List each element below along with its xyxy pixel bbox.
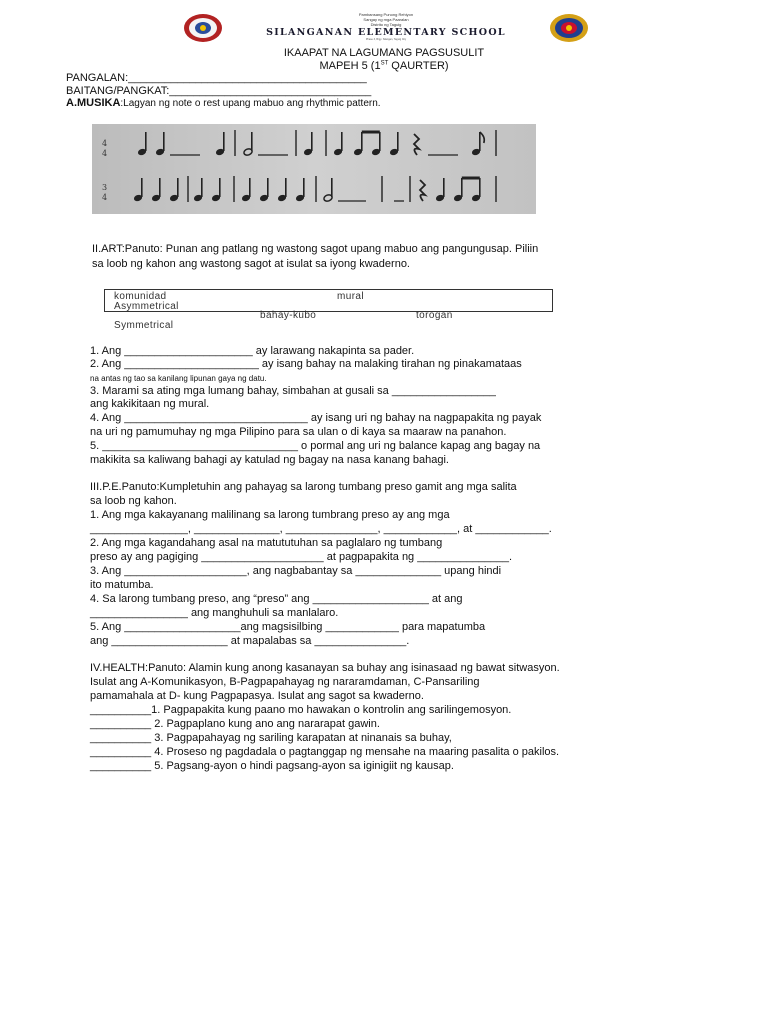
- time-sig-bottom-numerator: 3: [102, 183, 108, 192]
- pe-line-6: preso ay ang pagiging ____________________ at pagpapakita ng _______________.: [90, 551, 513, 563]
- word-bahay-kubo: bahay-kubo: [260, 310, 317, 321]
- health-item-3: __________ 3. Pagpapahayag ng sariling karapatan at ninanais sa buhay,: [90, 732, 452, 744]
- health-line-2: Isulat ang A-Komunikasyon, B-Pagpapahayag ng nararamdaman, C-Pansariling: [90, 676, 480, 688]
- musika-instruction: :Lagyan ng note o rest upang mabuo ang rhythmic pattern.: [120, 98, 381, 109]
- art-item-4: 4. Ang ______________________________ ay isang uri ng bahay na nagpapakita ng payak: [90, 412, 542, 424]
- pe-line-3: 1. Ang mga kakayanang malilinang sa larong tumbrang preso ay ang mga: [90, 509, 450, 521]
- banner-line-1: Pambansang Punong Rehiyon: [358, 12, 414, 17]
- pe-line-11: 5. Ang ___________________ang magsisilbing ____________ para mapatumba: [90, 621, 486, 633]
- art-item-2-cont: na antas ng tao sa kanilang lipunan gaya ng datu.: [90, 374, 267, 383]
- school-name: SILANGANAN ELEMENTARY SCHOOL: [266, 27, 506, 38]
- health-line-1: IV.HEALTH:Panuto: Alamin kung anong kasanayan sa buhay ang isinasaad ng bawat sitwasyon.: [90, 662, 560, 674]
- division-seal-logo: [546, 12, 592, 44]
- pe-line-7: 3. Ang ____________________, ang nagbabantay sa ______________ upang hindi: [90, 565, 502, 577]
- musika-heading: [66, 97, 381, 110]
- health-item-4: __________ 4. Proseso ng pagdadala o pagtanggap ng mensahe na maaring pasalita o pakilos.: [90, 746, 560, 758]
- pe-line-1: III.P.E.Panuto:Kumpletuhin ang pahayag sa larong tumbang preso gamit ang mga salita: [90, 481, 517, 493]
- school-address: Phase 3, Brgy. Silangan, Taguig City: [365, 38, 407, 41]
- art-item-4-cont: na uri ng pamumuhay ng mga Pilipino para sa ulan o di kaya sa maaraw na panahon.: [90, 426, 507, 438]
- subtitle-superscript: ST: [380, 60, 389, 67]
- word-asymmetrical: Asymmetrical: [114, 301, 179, 312]
- health-item-5: __________ 5. Pagsang-ayon o hindi pagsang-ayon sa iginigiit ng kausap.: [90, 760, 454, 772]
- pe-line-9: 4. Sa larong tumbang preso, ang “preso” ang ___________________ at ang: [90, 593, 463, 605]
- banner-line-2: Sangay ng mga Paaralan: [363, 17, 409, 22]
- pe-line-12: ang ___________________ at mapalabas sa _______________.: [90, 635, 410, 647]
- pe-line-5: 2. Ang mga kagandahang asal na matututuhan sa paglalaro ng tumbang: [90, 537, 443, 549]
- art-instruction-1: II.ART:Panuto: Punan ang patlang ng wastong sagot upang mabuo ang pangungusap. Piliin: [92, 243, 539, 255]
- name-field: PANGALAN:_______________________________________: [66, 72, 367, 84]
- rhythm-notation: [92, 124, 536, 214]
- art-item-5: 5. ________________________________ o pormal ang uri ng balance kapag ang bagay na: [90, 440, 541, 452]
- art-item-3: 3. Marami sa ating mga lumang bahay, simbahan at gusali sa _________________: [90, 385, 496, 397]
- health-item-2: __________ 2. Pagpaplano kung ano ang nararapat gawin.: [90, 718, 380, 730]
- pe-line-2: sa loob ng kahon.: [90, 495, 177, 507]
- health-line-3: pamamahala at D- kung Pagpapasya. Isulat ang sagot sa kwaderno.: [90, 690, 424, 702]
- exam-title: IKAAPAT NA LAGUMANG PAGSUSULIT: [283, 47, 485, 59]
- subtitle-tail: QAURTER): [388, 60, 449, 72]
- grade-section-field: BAITANG/PANGKAT:_________________________________: [66, 85, 372, 97]
- art-item-1: 1. Ang _____________________ ay larawang nakapinta sa pader.: [90, 345, 415, 357]
- word-symmetrical: Symmetrical: [114, 320, 174, 331]
- health-item-1: __________1. Pagpapakita kung paano mo hawakan o kontrolin ang sarilingemosyon.: [90, 704, 512, 716]
- word-torogan: torogan: [416, 310, 453, 321]
- art-item-3-cont: ang kakikitaan ng mural.: [90, 398, 210, 410]
- art-item-2: 2. Ang ______________________ ay isang bahay na malaking tirahan ng pinakamataas: [90, 358, 522, 370]
- banner-line-3: Distrito ng Taguig: [370, 22, 402, 27]
- pe-line-10: ________________ ang manghuhuli sa manlalaro.: [90, 607, 339, 619]
- subtitle-main: MAPEH 5 (1: [319, 60, 381, 72]
- time-sig-top-denominator: 4: [102, 149, 108, 158]
- banner-text: [230, 12, 542, 44]
- school-seal-logo: [180, 12, 226, 44]
- musika-label: A.MUSIKA: [66, 97, 121, 109]
- rhythm-pattern-image: [92, 124, 536, 214]
- pe-line-4: ________________, ______________, _______________, ____________, at ____________.: [90, 523, 552, 535]
- art-item-5-cont: makikita sa kaliwang bahagi ay katulad ng bagay na nasa kanang bahagi.: [90, 454, 449, 466]
- time-sig-top-numerator: 4: [102, 139, 108, 148]
- word-komunidad: komunidad: [114, 291, 167, 302]
- school-header-banner: [180, 12, 592, 44]
- art-instruction-2: sa loob ng kahon ang wastong sagot at isulat sa iyong kwaderno.: [92, 258, 410, 270]
- pe-line-8: ito matumba.: [90, 579, 154, 591]
- time-sig-bottom-denominator: 4: [102, 193, 108, 202]
- word-mural: mural: [337, 291, 365, 302]
